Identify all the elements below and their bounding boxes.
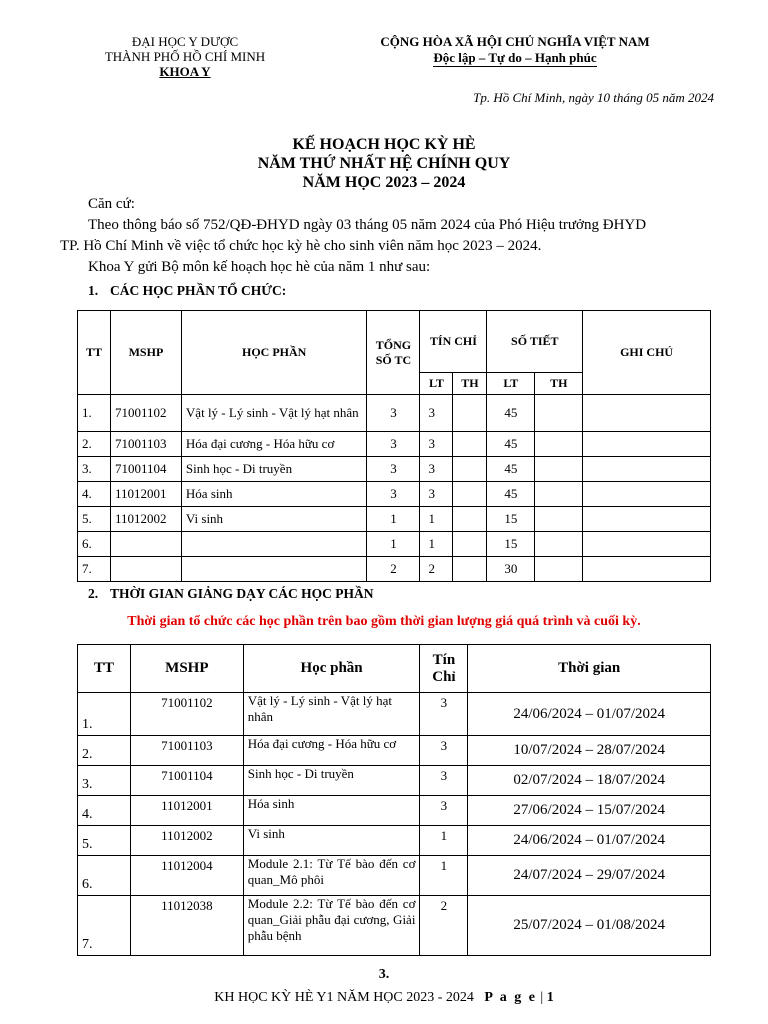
- row-mshp: 71001104: [130, 766, 243, 796]
- courses-table-row: [78, 482, 711, 507]
- row-tt: 1.: [78, 693, 131, 736]
- header-tin-chi: TÍN CHỈ: [420, 311, 487, 373]
- header-hoc-phan: Học phần: [243, 645, 420, 693]
- row-tin-chi: 3: [420, 693, 468, 736]
- page-footer: [0, 990, 768, 1006]
- row-mshp: 71001102: [110, 395, 181, 432]
- row-tt: 7.: [78, 896, 131, 956]
- row-tt: 2.: [78, 432, 111, 457]
- university-name: ĐẠI HỌC Y DƯỢC: [131, 34, 239, 49]
- section-1-heading: [88, 283, 286, 299]
- row-tc-th: [453, 457, 487, 482]
- row-thoi-gian: 24/06/2024 – 01/07/2024: [468, 826, 711, 856]
- row-tc-th: [453, 482, 487, 507]
- footer-separator: |: [540, 990, 544, 1005]
- row-ghi-chu: [583, 557, 711, 582]
- row-tc-lt: 3: [420, 395, 453, 432]
- row-tc-th: [453, 507, 487, 532]
- row-st-lt: 15: [487, 507, 535, 532]
- section-1-title: CÁC HỌC PHẦN TỔ CHỨC:: [110, 283, 287, 298]
- row-tin-chi: 3: [420, 766, 468, 796]
- row-tin-chi: 2: [420, 896, 468, 956]
- row-mshp: 11012002: [110, 507, 181, 532]
- row-hoc-phan: [181, 557, 367, 582]
- header-thoi-gian: Thời gian: [468, 645, 711, 693]
- schedule-table: [77, 644, 711, 956]
- row-hoc-phan: Sinh học - Di truyền: [181, 457, 367, 482]
- row-tin-chi: 1: [420, 826, 468, 856]
- row-mshp: [110, 532, 181, 557]
- row-tc-lt: 1: [420, 507, 453, 532]
- row-mshp: 11012001: [110, 482, 181, 507]
- row-tc-lt: 2: [420, 557, 453, 582]
- section-2-heading: [88, 586, 374, 602]
- document-date: Tp. Hồ Chí Minh, ngày 10 tháng 05 năm 2024: [473, 90, 714, 105]
- row-st-th: [535, 432, 583, 457]
- row-ghi-chu: [583, 507, 711, 532]
- header-tt: TT: [78, 311, 111, 395]
- row-mshp: 11012038: [130, 896, 243, 956]
- row-mshp: [110, 557, 181, 582]
- row-thoi-gian: 10/07/2024 – 28/07/2024: [468, 736, 711, 766]
- header-tt: TT: [78, 645, 131, 693]
- body-text: [60, 194, 720, 278]
- row-thoi-gian: 24/06/2024 – 01/07/2024: [468, 693, 711, 736]
- row-tong-so-tc: 1: [367, 532, 420, 557]
- header-so-tiet: SỐ TIẾT: [487, 311, 583, 373]
- row-st-th: [535, 395, 583, 432]
- row-thoi-gian: 25/07/2024 – 01/08/2024: [468, 896, 711, 956]
- document-title: [0, 135, 768, 192]
- row-hoc-phan: Vi sinh: [181, 507, 367, 532]
- row-ghi-chu: [583, 532, 711, 557]
- header-mshp: MSHP: [130, 645, 243, 693]
- faculty-name: KHOA Y: [159, 64, 211, 79]
- title-line-3: NĂM HỌC 2023 – 2024: [302, 174, 466, 191]
- courses-table-row: [78, 532, 711, 557]
- row-tc-th: [453, 432, 487, 457]
- city-name: THÀNH PHỐ HỒ CHÍ MINH: [104, 49, 266, 64]
- row-tong-so-tc: 3: [367, 482, 420, 507]
- row-tt: 1.: [78, 395, 111, 432]
- row-tt: 6.: [78, 532, 111, 557]
- row-tin-chi: 1: [420, 856, 468, 896]
- courses-table-row: [78, 507, 711, 532]
- intro-paragraph: Khoa Y gửi Bộ môn kế hoạch học hè của năm 1 như sau:: [88, 259, 431, 275]
- row-st-lt: 45: [487, 395, 535, 432]
- header-st-th: TH: [535, 373, 583, 395]
- row-hoc-phan: Vật lý - Lý sinh - Vật lý hạt nhân: [181, 395, 367, 432]
- schedule-table-row: [78, 826, 711, 856]
- header-tong-so-tc: TỔNG SỐ TC: [367, 311, 420, 395]
- row-mshp: 11012004: [130, 856, 243, 896]
- courses-table-row: [78, 395, 711, 432]
- header-mshp: MSHP: [110, 311, 181, 395]
- schedule-table-row: [78, 856, 711, 896]
- row-hoc-phan: Module 2.2: Từ Tế bào đến cơ quan_Giải phẫu đại cương, Giải phẫu bệnh: [243, 896, 420, 956]
- row-mshp: 11012002: [130, 826, 243, 856]
- schedule-table-row: [78, 896, 711, 956]
- row-tc-lt: 3: [420, 432, 453, 457]
- footer-page-number: 1: [546, 990, 554, 1005]
- row-hoc-phan: Vật lý - Lý sinh - Vật lý hạt nhân: [243, 693, 420, 736]
- header-hoc-phan: HỌC PHẦN: [181, 311, 367, 395]
- row-hoc-phan: Hóa sinh: [243, 796, 420, 826]
- row-st-th: [535, 507, 583, 532]
- row-thoi-gian: 27/06/2024 – 15/07/2024: [468, 796, 711, 826]
- footer-number: 3.: [378, 967, 390, 982]
- row-st-lt: 15: [487, 532, 535, 557]
- row-hoc-phan: [181, 532, 367, 557]
- row-hoc-phan: Sinh học - Di truyền: [243, 766, 420, 796]
- row-tong-so-tc: 3: [367, 457, 420, 482]
- courses-table-row: [78, 432, 711, 457]
- row-tong-so-tc: 1: [367, 507, 420, 532]
- header-ghi-chu: GHI CHÚ: [583, 311, 711, 395]
- row-tt: 3.: [78, 457, 111, 482]
- row-tt: 4.: [78, 482, 111, 507]
- row-mshp: 71001102: [130, 693, 243, 736]
- schedule-table-row: [78, 693, 711, 736]
- row-tin-chi: 3: [420, 796, 468, 826]
- header-tc-th: TH: [453, 373, 487, 395]
- row-st-lt: 45: [487, 432, 535, 457]
- row-ghi-chu: [583, 395, 711, 432]
- courses-table: [77, 310, 711, 582]
- row-tong-so-tc: 3: [367, 395, 420, 432]
- row-tc-lt: 3: [420, 457, 453, 482]
- country-name: CỘNG HÒA XÃ HỘI CHỦ NGHĨA VIỆT NAM: [380, 34, 650, 49]
- row-tt: 5.: [78, 826, 131, 856]
- row-st-lt: 45: [487, 457, 535, 482]
- schedule-notice: Thời gian tổ chức các học phần trên bao gồm thời gian lượng giá quá trình và cuối kỳ.: [127, 614, 641, 629]
- row-tong-so-tc: 2: [367, 557, 420, 582]
- row-hoc-phan: Hóa sinh: [181, 482, 367, 507]
- row-tc-th: [453, 557, 487, 582]
- header-tc-lt: LT: [420, 373, 453, 395]
- row-thoi-gian: 24/07/2024 – 29/07/2024: [468, 856, 711, 896]
- row-tc-th: [453, 395, 487, 432]
- title-line-2: NĂM THỨ NHẤT HỆ CHÍNH QUY: [257, 155, 511, 172]
- row-hoc-phan: Hóa đại cương - Hóa hữu cơ: [243, 736, 420, 766]
- header-tin-chi: Tín Chỉ: [420, 645, 468, 693]
- row-tong-so-tc: 3: [367, 432, 420, 457]
- row-tc-th: [453, 532, 487, 557]
- courses-table-row: [78, 557, 711, 582]
- row-tt: 3.: [78, 766, 131, 796]
- row-st-th: [535, 532, 583, 557]
- row-st-lt: 30: [487, 557, 535, 582]
- row-tt: 4.: [78, 796, 131, 826]
- row-hoc-phan: Vi sinh: [243, 826, 420, 856]
- row-thoi-gian: 02/07/2024 – 18/07/2024: [468, 766, 711, 796]
- courses-table-row: [78, 457, 711, 482]
- row-mshp: 71001103: [110, 432, 181, 457]
- basis-label: Căn cứ:: [88, 196, 135, 212]
- row-tc-lt: 1: [420, 532, 453, 557]
- national-motto: Độc lập – Tự do – Hạnh phúc: [433, 50, 597, 65]
- row-st-lt: 45: [487, 482, 535, 507]
- row-st-th: [535, 557, 583, 582]
- row-tc-lt: 3: [420, 482, 453, 507]
- basis-paragraph-line-1: Theo thông báo số 752/QĐ-ĐHYD ngày 03 tháng 05 năm 2024 của Phó Hiệu trưởng ĐHYD: [88, 217, 647, 233]
- row-tt: 5.: [78, 507, 111, 532]
- header-st-lt: LT: [487, 373, 535, 395]
- row-mshp: 71001104: [110, 457, 181, 482]
- row-tt: 2.: [78, 736, 131, 766]
- title-line-1: KẾ HOẠCH HỌC KỲ HÈ: [292, 136, 476, 153]
- section-1-number: 1.: [88, 283, 99, 298]
- row-hoc-phan: Hóa đại cương - Hóa hữu cơ: [181, 432, 367, 457]
- institution-header: [85, 34, 285, 79]
- row-tin-chi: 3: [420, 736, 468, 766]
- row-ghi-chu: [583, 457, 711, 482]
- schedule-table-row: [78, 766, 711, 796]
- row-ghi-chu: [583, 432, 711, 457]
- row-mshp: 71001103: [130, 736, 243, 766]
- section-2-number: 2.: [88, 586, 99, 601]
- row-tt: 7.: [78, 557, 111, 582]
- schedule-table-row: [78, 736, 711, 766]
- schedule-table-row: [78, 796, 711, 826]
- row-st-th: [535, 457, 583, 482]
- row-hoc-phan: Module 2.1: Từ Tế bào đến cơ quan_Mô phôi: [243, 856, 420, 896]
- section-2-title: THỜI GIAN GIẢNG DẠY CÁC HỌC PHẦN: [110, 586, 374, 601]
- footer-page-word: P a g e: [484, 990, 537, 1005]
- footer-title: KH HỌC KỲ HÈ Y1 NĂM HỌC 2023 - 2024: [214, 990, 474, 1005]
- basis-paragraph-line-2: TP. Hồ Chí Minh về việc tổ chức học kỳ hè cho sinh viên năm học 2023 – 2024.: [60, 238, 542, 254]
- national-header: [340, 34, 690, 67]
- row-st-th: [535, 482, 583, 507]
- row-ghi-chu: [583, 482, 711, 507]
- row-tt: 6.: [78, 856, 131, 896]
- row-mshp: 11012001: [130, 796, 243, 826]
